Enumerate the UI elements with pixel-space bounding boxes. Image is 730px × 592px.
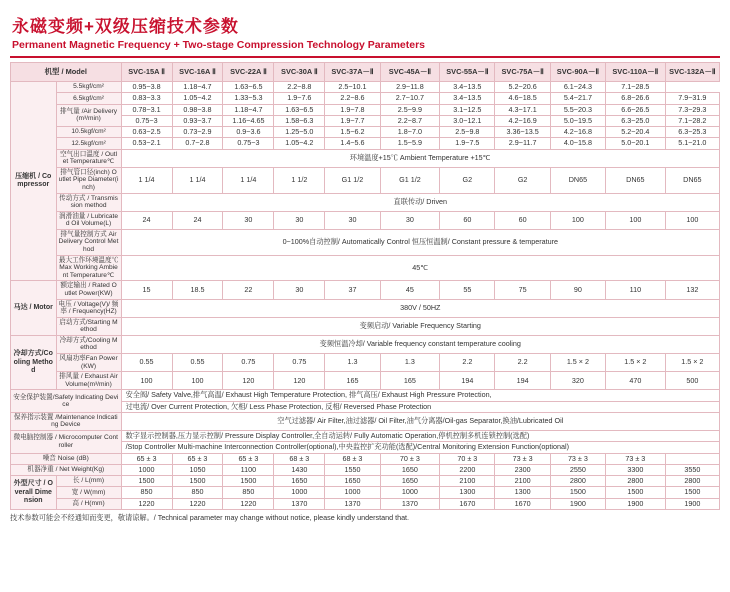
cell: 6.6~26.5 [606,104,666,115]
cell: 1500 [606,487,666,498]
cell-safety-line2: 过电流/ Over Current Protection, 欠相/ Less Phase Protection, 反相/ Reversed Phase Protection [121,401,719,412]
cell: 132 [665,281,719,299]
cell: 2.2~8.6 [325,93,380,104]
table-row [11,255,720,281]
cell: 1050 [172,464,223,475]
cell: 1500 [223,476,274,487]
cell: 4.2~16.8 [550,127,605,138]
cell: 0.83~3.3 [121,93,172,104]
table-header-row [11,63,720,82]
cell: 1.05~4.2 [274,138,325,149]
header-model-2: SVC-22A Ⅱ [223,63,274,82]
page-title-cn: 永磁变频+双级压缩技术参数 [12,17,239,36]
cell: 7.1~28.5 [606,82,666,93]
cell: 65 ± 3 [172,453,223,464]
cell: 0.53~2.1 [121,138,172,149]
row-label-transmission: 传动方式 / Transmission method [56,193,121,211]
table-row [11,281,720,299]
cell: 1370 [274,498,325,509]
cell: 0.75~3 [121,115,172,126]
cell: 194 [440,372,495,390]
table-row [11,498,720,509]
table-row [11,335,720,353]
header-model-9: SVC-110A－Ⅱ [606,63,666,82]
cell: 5.4~21.7 [550,93,605,104]
cell: 0.75 [274,353,325,371]
table-row [11,390,720,401]
cell: 70 ± 3 [380,453,440,464]
row-label-cooling-method: 冷却方式/Cooling Method [56,335,121,353]
cell: 1.8~7.0 [380,127,440,138]
cell: 1.25~5.0 [274,127,325,138]
header-model-10: SVC-132A－Ⅱ [665,63,719,82]
cell: 45 [380,281,440,299]
cell: 1670 [495,498,550,509]
row-label-rated-power: 额定输出 / Rated Outlet Power(KW) [56,281,121,299]
cell: 1.18~4.7 [172,82,223,93]
table-row [11,372,720,390]
header-model-8: SVC-90A－Ⅱ [550,63,605,82]
cell-ambient-temperature: 环境温度+15℃ Ambient Temperature +15℃ [121,149,719,167]
cell: 1500 [121,476,172,487]
cell-controller-line1: 数字显示控制器,压力显示控制/ Pressure Display Controller,全自动运转/ Fully Automatic Operation,停机控制多机连锁控制(选配) [121,431,719,442]
cell: 1.5 × 2 [606,353,666,371]
group-label-compressor: 压缩机 / Compressor [11,82,57,281]
cell: 2550 [550,464,605,475]
cell: 100 [665,211,719,229]
table-row [11,412,720,430]
row-label-height: 高 / H(mm) [56,498,121,509]
cell: 470 [606,372,666,390]
cell: 24 [172,211,223,229]
cell: 2.5~9.8 [440,127,495,138]
cell: 500 [665,372,719,390]
cell: 320 [550,372,605,390]
row-label-maintenance: 保养指示装置 /Maintenance Indicating Device [11,412,122,430]
row-label-air-delivery: 排气量 /Air Delivery (m³/min) [56,104,121,127]
cell: 2.5~9.9 [380,104,440,115]
row-label-max-ambient: 最大工作环境温度℃ Max Working Ambient Temperature℃ [56,255,121,281]
cell: 1 1/4 [223,167,274,193]
cell: 0.93~3.7 [172,115,223,126]
cell: 30 [223,211,274,229]
cell: 30 [380,211,440,229]
cell: 7.9~31.9 [665,93,719,104]
cell: G2 [440,167,495,193]
row-label-fan-power: 风扇功率Fan Power(KW) [56,353,121,371]
cell: 1000 [325,487,380,498]
table-row [11,431,720,442]
cell: 22 [223,281,274,299]
table-row [11,138,720,149]
cell: 90 [550,281,605,299]
cell: G1 1/2 [325,167,380,193]
cell: 2800 [606,476,666,487]
cell: 120 [223,372,274,390]
row-label-outlet-pipe: 排气管口径(inch) Outlet Pipe Diameter(inch) [56,167,121,193]
cell: 2200 [440,464,495,475]
cell: 1000 [121,464,172,475]
cell: 6.1~24.3 [550,82,605,93]
cell: 68 ± 3 [274,453,325,464]
cell: 0.98~3.8 [172,104,223,115]
cell: 15 [121,281,172,299]
cell: 7.3~29.3 [665,104,719,115]
cell: 1650 [274,476,325,487]
cell: 1.63~6.5 [274,104,325,115]
cell: 1900 [606,498,666,509]
cell: 5.0~19.5 [550,115,605,126]
header-model-3: SVC-30A Ⅱ [274,63,325,82]
table-row [11,127,720,138]
cell: 1430 [274,464,325,475]
cell-start-method: 变频启动/ Variable Frequency Starting [121,317,719,335]
cell: 0.7~2.8 [172,138,223,149]
cell-transmission: 直联传动/ Driven [121,193,719,211]
cell: 1.33~5.3 [223,93,274,104]
table-row [11,453,720,464]
cell: 1.5 × 2 [665,353,719,371]
cell: 75 [495,281,550,299]
cell: 65 ± 3 [121,453,172,464]
cell: 1900 [550,498,605,509]
cell: 0.73~2.9 [172,127,223,138]
cell: 1 1/4 [121,167,172,193]
cell: 2.9~11.7 [495,138,550,149]
cell: DN65 [550,167,605,193]
cell: 60 [440,211,495,229]
cell: 30 [274,211,325,229]
footnote: 技术参数可能会不经通知而变更，敬请谅解。/ Technical parameter may change without notice, please kindly understand that. [10,512,410,522]
cell: 30 [325,211,380,229]
cell: 1550 [325,464,380,475]
cell: 1670 [440,498,495,509]
table-row [11,93,720,104]
cell: 2100 [495,476,550,487]
cell: 1.18~4.7 [223,104,274,115]
cell: 3300 [606,464,666,475]
header-model-1: SVC-16A Ⅱ [172,63,223,82]
cell: 73 ± 3 [606,453,666,464]
cell-maintenance: 空气过滤器/ Air Filter,油过滤器/ Oil Filter,油气分离器/Oil-gas Separator,换油/Lubricated Oil [121,412,719,430]
cell: 1.3 [380,353,440,371]
row-label-exhaust-air: 排风量 / Exhaust Air Volume(m³/min) [56,372,121,390]
cell: 1.9~7.5 [440,138,495,149]
table-row [11,104,720,115]
cell: 2.2~8.7 [380,115,440,126]
cell: 2800 [550,476,605,487]
cell: 3550 [665,464,719,475]
cell: 70 ± 3 [440,453,495,464]
group-label-motor: 马达 / Motor [11,281,57,335]
cell: 3.4~13.5 [440,82,495,93]
cell: 4.2~16.9 [495,115,550,126]
table-row [11,487,720,498]
row-label-width: 宽 / W(mm) [56,487,121,498]
cell: 1900 [665,498,719,509]
cell: 5.2~20.6 [495,82,550,93]
cell: 6.3~25.0 [606,115,666,126]
cell: 4.0~15.8 [550,138,605,149]
cell: DN65 [606,167,666,193]
cell: 37 [325,281,380,299]
cell-max-ambient: 45℃ [121,255,719,281]
table-row [11,464,720,475]
cell-controller-line2: /Stop Controller Multi-machine Interconnection Controller(optional),中央监控扩充功能(选配)/Central Monitoring Extension Function(optional) [121,442,719,453]
cell: 3.1~12.5 [440,104,495,115]
cell: 1 1/4 [172,167,223,193]
cell: 1.16~4.65 [223,115,274,126]
cell: G1 1/2 [380,167,440,193]
page-title-en: Permanent Magnetic Frequency + Two-stage Compression Technology Parameters [12,39,426,51]
cell: 6.3~25.3 [665,127,719,138]
table-row [11,317,720,335]
cell: 1650 [380,464,440,475]
row-label-start-method: 启动方式/Starting Method [56,317,121,335]
specification-table [10,62,720,510]
row-label-net-weight: 机器净重 / Net Weight(Kg) [11,464,122,475]
cell: 73 ± 3 [495,453,550,464]
row-label-length: 长 / L(mm) [56,476,121,487]
cell: 6.8~26.6 [606,93,666,104]
cell: 0.95~3.8 [121,82,172,93]
cell: 2.7~10.7 [380,93,440,104]
cell: 1.5 × 2 [550,353,605,371]
row-label-safety: 安全保护装置/Safety Indicating Device [11,390,122,413]
cell: 0.75~3 [223,138,274,149]
cell: 2.5~10.1 [325,82,380,93]
header-model-4: SVC-37A－Ⅱ [325,63,380,82]
row-label-noise: 噪音 Noise (dB) [11,453,122,464]
table-row [11,149,720,167]
cell: 1.9~7.8 [325,104,380,115]
cell: 4.3~17.1 [495,104,550,115]
cell: 60 [495,211,550,229]
table-row [11,211,720,229]
row-label-lub-oil: 润滑油量 / Lubricated Oil Volume(L) [56,211,121,229]
row-label-controller: 微电脑控制器 / Microcomputer Controller [11,431,122,454]
cell: 2.2~8.8 [274,82,325,93]
cell: 120 [274,372,325,390]
cell [665,453,719,464]
cell: 850 [121,487,172,498]
cell: 1.4~5.6 [325,138,380,149]
cell: 1500 [550,487,605,498]
cell: 65 ± 3 [223,453,274,464]
cell: 1000 [380,487,440,498]
cell: 73 ± 3 [550,453,605,464]
header-model-7: SVC-75A－Ⅱ [495,63,550,82]
cell: 1220 [121,498,172,509]
cell: 2.2 [440,353,495,371]
table-row [11,82,720,93]
cell: 1500 [665,487,719,498]
table-row [11,476,720,487]
table-row [11,193,720,211]
cell: 1.05~4.2 [172,93,223,104]
cell-cooling-method: 变频恒温冷却/ Variable frequency constant temperature cooling [121,335,719,353]
cell: 0.55 [172,353,223,371]
table-row [11,299,720,317]
cell: 2.2 [495,353,550,371]
cell: 2100 [440,476,495,487]
cell-safety-line1: 安全阀/ Safety Valve,排气高温/ Exhaust High Temperature Protection, 排气高压/ Exhaust High Pressure Protection, [121,390,719,401]
cell: 4.6~18.5 [495,93,550,104]
cell: 2.9~11.8 [380,82,440,93]
cell: 100 [550,211,605,229]
cell: 110 [606,281,666,299]
cell: 0.78~3.1 [121,104,172,115]
cell: 1000 [274,487,325,498]
cell: 3.4~13.5 [440,93,495,104]
header-model-6: SVC-55A－Ⅱ [440,63,495,82]
cell: 7.1~28.2 [665,115,719,126]
cell: 194 [495,372,550,390]
cell: 1 1/2 [274,167,325,193]
cell: 850 [223,487,274,498]
cell: 1650 [380,476,440,487]
table-row [11,167,720,193]
cell: 1.58~6.3 [274,115,325,126]
cell-air-control: 0~100%自动控制/ Automatically Control 恒压恒温制/ Constant pressure & temperature [121,229,719,255]
row-label-air-6-5: 6.5kgf/cm² [56,93,121,104]
cell: 30 [274,281,325,299]
cell: G2 [495,167,550,193]
cell: 0.75 [223,353,274,371]
cell: 1650 [325,476,380,487]
cell: 55 [440,281,495,299]
cell: 1370 [380,498,440,509]
table-row [11,353,720,371]
cell: 100 [121,372,172,390]
cell: 2300 [495,464,550,475]
cell: 5.5~20.3 [550,104,605,115]
cell: 2800 [665,476,719,487]
header-model-5: SVC-45A－Ⅱ [380,63,440,82]
group-label-dimension: 外型尺寸 / Overall Dimension [11,476,57,510]
row-label-outlet-temp: 空气出口温度 / Outlet Temperature℃ [56,149,121,167]
cell: 1300 [440,487,495,498]
row-label-air-5-5: 5.5kgf/cm² [56,82,121,93]
cell: 1.3 [325,353,380,371]
cell: 0.9~3.6 [223,127,274,138]
row-label-voltage: 电压 / Voltage(V)/ 频率 / Frequency(HZ) [56,299,121,317]
cell: 1500 [172,476,223,487]
cell: 165 [380,372,440,390]
cell: 850 [172,487,223,498]
cell: 100 [606,211,666,229]
cell: 1.63~6.5 [223,82,274,93]
cell: 5.1~21.0 [665,138,719,149]
cell: 5.0~20.1 [606,138,666,149]
row-label-air-10-5: 10.5kgf/cm² [56,127,121,138]
cell-voltage: 380V / 50HZ [121,299,719,317]
cell: 1100 [223,464,274,475]
cell: 1.5~6.2 [325,127,380,138]
cell: 18.5 [172,281,223,299]
cell: 3.0~12.1 [440,115,495,126]
cell: 1220 [172,498,223,509]
cell: 24 [121,211,172,229]
title-divider [10,56,720,58]
group-label-cooling: 冷却方式/Cooling Method [11,335,57,389]
cell: 1.5~5.9 [380,138,440,149]
cell: 5.2~20.4 [606,127,666,138]
cell: 1.9~7.6 [274,93,325,104]
cell: 0.55 [121,353,172,371]
cell: 1300 [495,487,550,498]
cell: DN65 [665,167,719,193]
cell: 1.9~7.7 [325,115,380,126]
cell: 100 [172,372,223,390]
cell: 3.36~13.5 [495,127,550,138]
row-label-air-control: 排气量控制方式 Air Delivery Control Method [56,229,121,255]
cell: 1220 [223,498,274,509]
cell: 0.63~2.5 [121,127,172,138]
header-model-0: SVC-15A Ⅱ [121,63,172,82]
row-label-air-12-5: 12.5kgf/cm² [56,138,121,149]
cell: 1370 [325,498,380,509]
table-row [11,229,720,255]
cell: 68 ± 3 [325,453,380,464]
header-model-label: 机型 / Model [11,63,122,82]
cell: 165 [325,372,380,390]
